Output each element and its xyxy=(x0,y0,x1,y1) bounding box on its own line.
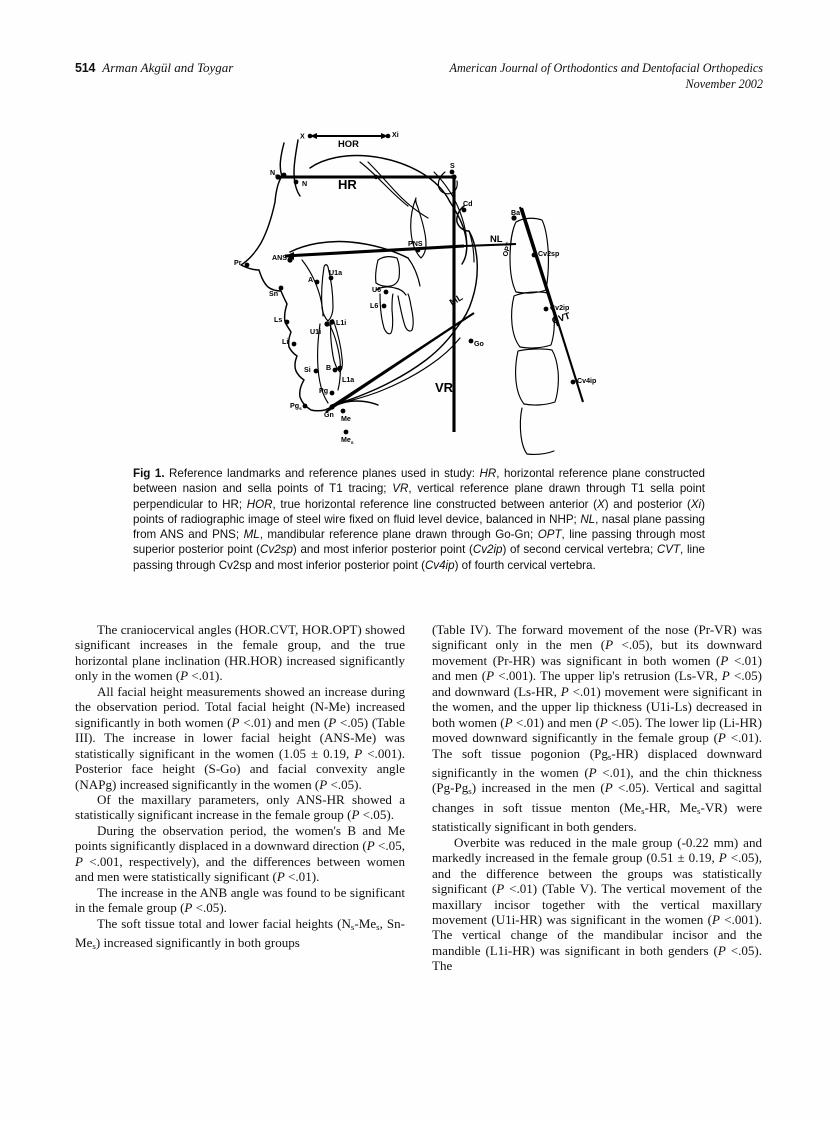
plane-label-ml: ML xyxy=(447,291,465,308)
body-column-left xyxy=(75,622,405,954)
point-l1i xyxy=(329,319,334,324)
point-me xyxy=(341,409,346,414)
point-cv2ip xyxy=(544,307,549,312)
landmark-points xyxy=(234,162,597,446)
landmark-label-s: S xyxy=(450,162,455,170)
landmark-label-xi: Xi xyxy=(392,131,399,139)
page-number: 514 xyxy=(75,61,96,75)
landmark-label-pgs: $Pg_s$ xyxy=(290,402,302,412)
landmark-label-n: N xyxy=(302,180,308,188)
mandibular-alveolar-ridge xyxy=(328,322,340,390)
figure-caption-label: Fig 1. xyxy=(133,467,165,480)
point-ans xyxy=(287,257,292,262)
cranial-vault-outline xyxy=(294,140,300,196)
landmark-label-b: B xyxy=(326,364,332,372)
running-head-right xyxy=(450,60,763,92)
landmark-label-ls: Ls xyxy=(274,316,283,324)
upper-molar xyxy=(376,257,400,287)
plane-label-opt: OPT xyxy=(501,241,514,258)
landmark-label-l6: L6 xyxy=(370,302,379,310)
landmark-label-u1a: U1a xyxy=(329,269,343,277)
point-s xyxy=(450,170,455,175)
landmark-label-pns: PNS xyxy=(408,240,423,248)
landmark-label-cd: Cd xyxy=(463,200,473,208)
point-li xyxy=(292,342,297,347)
landmark-label-gn: Gn xyxy=(324,411,334,419)
condyle-and-ramus xyxy=(457,206,477,326)
plane-label-vr: VR xyxy=(435,380,454,395)
landmark-label-l1a: L1a xyxy=(342,376,355,384)
nl-nasal-plane xyxy=(285,244,516,260)
point-l6 xyxy=(382,304,387,309)
point-u1i xyxy=(324,321,329,326)
point-ls xyxy=(285,320,290,325)
plane-label-hr: HR xyxy=(338,177,357,192)
paragraph: The soft tissue total and lower facial heights ($N_s-Me_s$, $Sn-Me_s$) increased significantly in both groups xyxy=(75,915,405,951)
point-cv2sp xyxy=(532,253,537,258)
paragraph: The increase in the ANB angle was found to be significant in the female group (P <.05). xyxy=(75,884,405,916)
forehead-calvarium xyxy=(310,156,450,203)
landmark-label-cv4ip: Cv4ip xyxy=(577,377,597,385)
plane-label-hor: HOR xyxy=(338,138,359,149)
point-mes xyxy=(344,430,349,435)
ml-mandibular-plane xyxy=(326,313,474,412)
landmark-label-si: Si xyxy=(304,366,311,374)
maxillary-tuberosity xyxy=(408,258,420,286)
point-n xyxy=(294,180,299,185)
point-si xyxy=(314,369,319,374)
point-a xyxy=(315,280,320,285)
landmark-label-x: X xyxy=(300,132,305,141)
landmark-label-cv2ip: Cv2ip xyxy=(550,304,570,312)
body-column-right xyxy=(432,622,762,974)
point-l1a xyxy=(338,366,343,371)
point-cv4ip xyxy=(571,380,576,385)
paragraph: Overbite was reduced in the male group (-0.22 mm) and markedly increased in the female group (0.51 ± 0.19, P <.05), and the difference between the groups was statistically significant (P <.01) (Table V). The vertical movement of the maxillary incisor together with the vertical maxillary movement (U1i-HR) was significant in the women (P <.001). The vertical change of the mandibular incisor and the mandible (L1i-HR) was significant in both genders (P <.05). The xyxy=(432,834,762,974)
cervical-vertebra-c4 xyxy=(516,349,559,405)
occipital-curve xyxy=(434,172,467,254)
point-sn xyxy=(279,286,284,291)
landmark-label-u6: U6 xyxy=(372,286,382,294)
cervical-vertebra-c3 xyxy=(512,292,555,348)
landmark-label-li: Li xyxy=(282,338,289,346)
landmark-label-cv2sp: Cv2sp xyxy=(538,250,560,258)
landmark-label-pg: Pg xyxy=(319,387,329,395)
point-gn xyxy=(329,404,334,409)
lower-molar-roots xyxy=(380,294,413,334)
plane-label-cvt: CVT xyxy=(550,309,572,326)
running-head-left xyxy=(75,60,233,76)
landmark-label-ans: ANS xyxy=(272,254,287,262)
point-cd xyxy=(462,208,467,213)
point-ns xyxy=(282,173,287,178)
figure-caption xyxy=(133,466,705,573)
paragraph: Of the maxillary parameters, only ANS-HR showed a statistically significant increase in the female group (P <.05). xyxy=(75,791,405,823)
landmark-label-u1i: U1i xyxy=(310,328,322,336)
issue-date: November 2002 xyxy=(685,77,763,91)
point-pgs xyxy=(303,404,308,409)
cranial-base-upper xyxy=(360,162,408,206)
landmark-label-pr: Pr xyxy=(234,259,242,267)
plane-label-nl: NL xyxy=(490,233,503,244)
landmark-label-ns: $N_s$ xyxy=(270,169,278,179)
paragraph: During the observation period, the women's B and Me points significantly displaced in a downward direction (P <.05, P <.001, respectively), and the differences between women and men were statistically significant (P <.01). xyxy=(75,822,405,885)
paragraph: The craniocervical angles (HOR.CVT, HOR.OPT) showed significant increases in the female group, and the true horizontal plane inclination (HR.HOR) increased significantly only in the women (P <.01). xyxy=(75,622,405,684)
point-pr xyxy=(245,263,250,268)
cervical-vertebra-c5 xyxy=(520,408,554,454)
landmark-label-a: A xyxy=(308,276,314,284)
figure-1-cephalometric-tracing xyxy=(228,110,632,458)
maxillary-alveolus xyxy=(302,260,323,316)
point-pns xyxy=(416,248,421,253)
point-go xyxy=(469,339,474,344)
point-b xyxy=(333,368,338,373)
author-names: Arman Akgül and Toygar xyxy=(102,60,234,75)
landmark-label-ba: Ba xyxy=(511,209,521,217)
point-pg xyxy=(330,391,335,396)
paragraph: (Table IV). The forward movement of the nose (Pr-VR) was significant only in the men (P <.05), but its downward movement (Pr-HR) was significant in both women (P <.01) and men (P <.001). The upper lip's retrusion (Ls-VR, P <.05) and downward (Ls-HR, P <.01) movement were significant in the women, and the upper lip thickness (U1i-Ls) decreased in both women (P <.01) and men (P <.05). The lower lip (Li-HR) moved downward significantly in the female group (P <.01). The soft tissue pogonion $(Pg_s-HR)$ displaced downward significantly in the women (P <.01), and the chin thickness $(Pg-Pg_s)$ increased in the men (P <.05). Vertical and sagittal changes in soft tissue menton ($Me_s-HR$, $Me_s-VR$) were statistically significant in both genders. xyxy=(432,622,763,835)
landmark-label-go: Go xyxy=(474,340,484,348)
landmark-label-sn: Sn xyxy=(269,290,279,298)
landmark-label-l1i: L1i xyxy=(336,319,347,327)
figure-caption-body: Reference landmarks and reference planes used in study: HR, horizontal reference plane constructed between nasion and sella points of T1 tracing; VR, vertical reference plane drawn through T1 sella point perpendicular to HR; HOR, true horizontal reference line constructed between anterior (X) and posterior (Xi) points of radiographic image of steel wire fixed on fluid level device, balanced in NHP; NL, nasal plane passing from ANS and PNS; ML, mandibular reference plane drawn through Go-Gn; OPT, line passing through most superior posterior point (Cv2sp) and most inferior posterior point (Cv2ip) of second cervical vertebra; CVT, line passing through Cv2sp and most inferior posterior point (Cv4ip) of fourth cervical vertebra. xyxy=(133,467,705,572)
journal-title: American Journal of Orthodontics and Dentofacial Orthopedics xyxy=(449,61,763,75)
landmark-label-mes: $Me_s$ xyxy=(341,436,354,446)
paragraph: All facial height measurements showed an increase during the observation period. Total facial height (N-Me) increased significantly in both women (P <.01) and men (P <.05) (Table III). The increase in lower facial height (ANS-Me) was statistically significant in the women (1.05 ± 0.19, P <.001). Posterior face height (S-Go) and facial convexity angle (NAPg) increased significantly in the women (P <.05). xyxy=(75,683,405,792)
landmark-label-me: Me xyxy=(341,415,351,423)
running-head xyxy=(75,60,763,104)
point-u6 xyxy=(384,290,389,295)
